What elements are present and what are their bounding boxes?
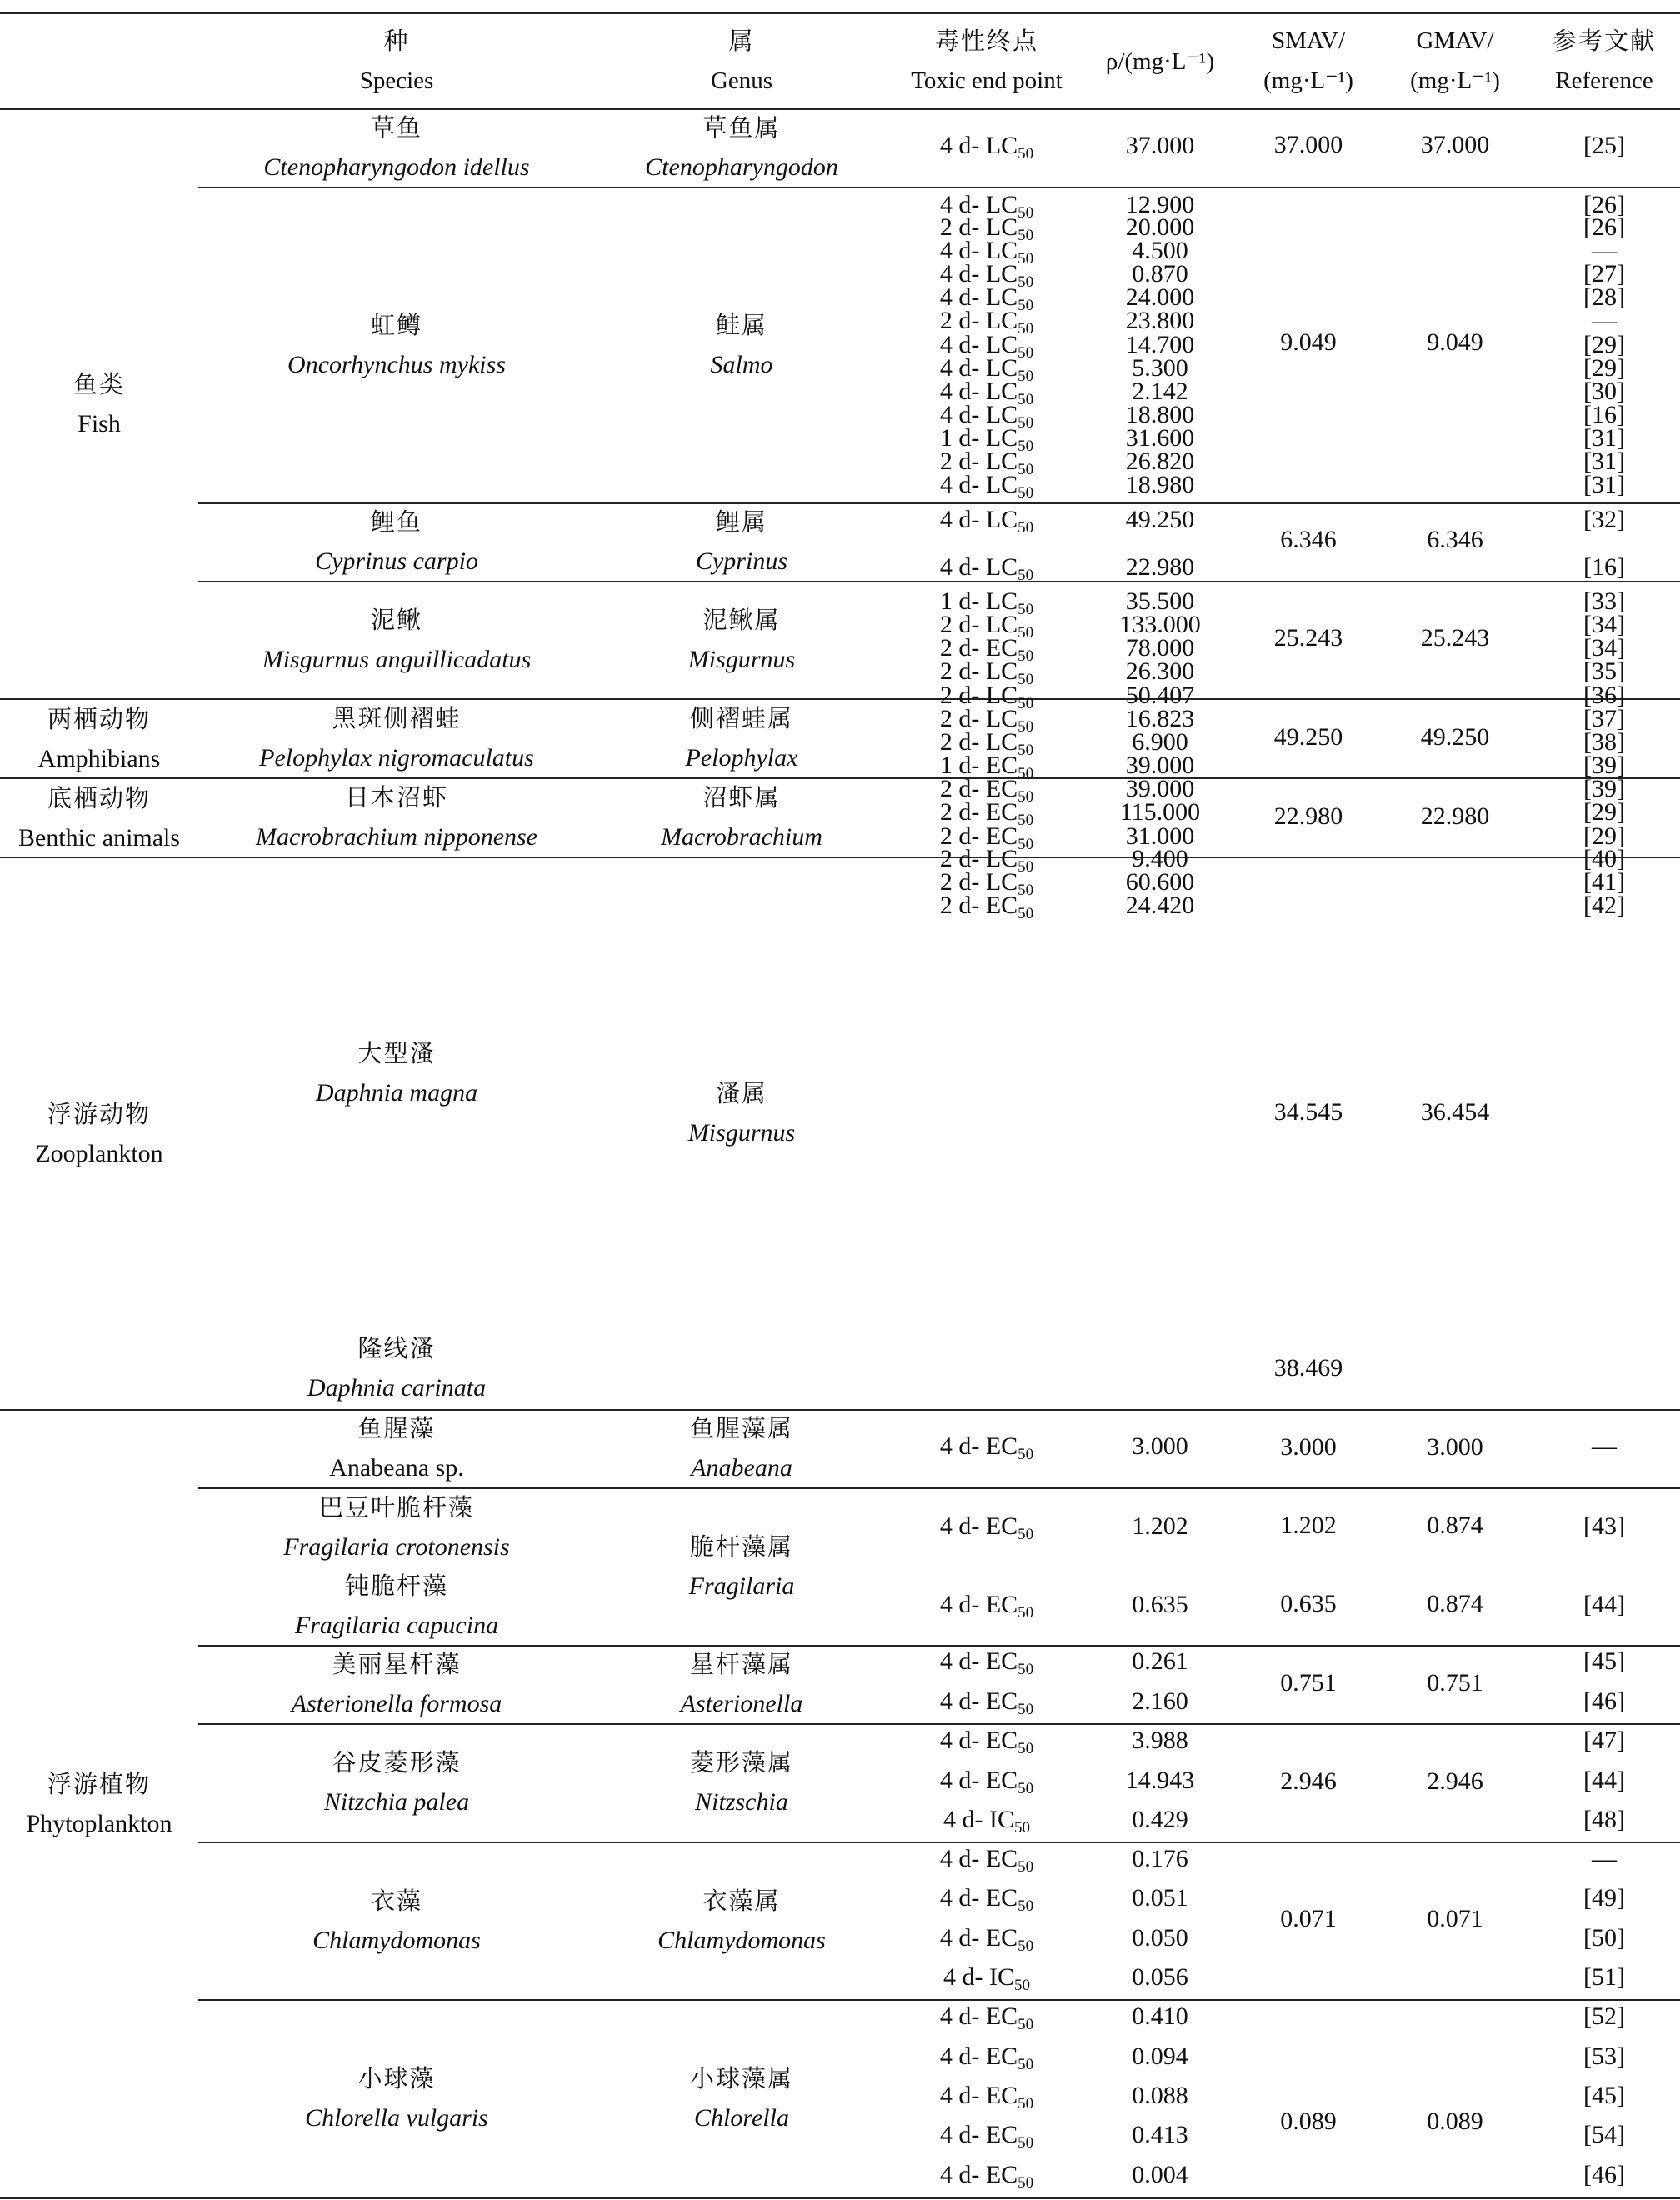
species-cn: 大型溞 bbox=[358, 1039, 436, 1068]
header-rho-label: ρ/(mg·L⁻¹) bbox=[1105, 48, 1215, 75]
reference-cell: [31] bbox=[1583, 424, 1625, 452]
endpoint-cell: 1 d- $EC_{50}$ bbox=[939, 752, 1034, 782]
smav-value: 0.635 bbox=[1280, 1590, 1337, 1618]
header-species-cn: 种 bbox=[383, 27, 410, 55]
species-cell bbox=[198, 1409, 595, 1488]
endpoint-cell: 4 d- $EC_{50}$ bbox=[939, 1767, 1034, 1798]
reference-cell: [28] bbox=[1583, 283, 1625, 311]
endpoint-cell: 4 d- $EC_{50}$ bbox=[939, 2002, 1034, 2033]
endpoint-cell: 1 d- $LC_{50}$ bbox=[939, 424, 1034, 455]
concentration-cell: 24.420 bbox=[1125, 892, 1195, 919]
genus-cell bbox=[595, 1073, 888, 1153]
genus-cell bbox=[595, 1999, 888, 2197]
genus-cn: 鲤属 bbox=[715, 508, 768, 536]
header-reference bbox=[1528, 15, 1680, 107]
genus-cn: 侧褶蛙属 bbox=[689, 703, 793, 732]
concentration-cell: 39.000 bbox=[1125, 752, 1195, 779]
genus-en: Misgurnus bbox=[688, 1119, 796, 1147]
reference-cell: [36] bbox=[1583, 682, 1625, 709]
endpoint-cell: 4 d- $LC_{50}$ bbox=[939, 191, 1034, 222]
genus-en: Asterionella bbox=[680, 1690, 803, 1718]
concentration-cell: 20.000 bbox=[1125, 213, 1195, 241]
header-species-en: Species bbox=[359, 68, 434, 94]
reference-cell: — bbox=[1592, 1432, 1617, 1460]
endpoint-cell: 4 d- $EC_{50}$ bbox=[939, 1648, 1034, 1678]
species-en: Fragilaria capucina bbox=[294, 1612, 499, 1639]
concentration-cell: 26.300 bbox=[1125, 658, 1195, 685]
species-en: Macrobrachium nipponense bbox=[256, 822, 538, 851]
endpoint-cell: 4 d- $EC_{50}$ bbox=[939, 2161, 1034, 2192]
gmav-value: 22.980 bbox=[1420, 802, 1490, 830]
reference-cell: [46] bbox=[1583, 2161, 1625, 2188]
concentration-cell: 12.900 bbox=[1125, 191, 1195, 218]
species-en: Daphnia carinata bbox=[307, 1374, 487, 1402]
group-cn: 浮游动物 bbox=[47, 1099, 151, 1128]
concentration-cell: 24.000 bbox=[1125, 283, 1195, 311]
concentration-cell: 39.000 bbox=[1125, 775, 1195, 802]
group-fish bbox=[0, 110, 198, 698]
concentration-cell: 1.202 bbox=[1132, 1512, 1188, 1540]
bottom-rule bbox=[0, 2197, 1680, 2199]
concentration-cell: 5.300 bbox=[1132, 354, 1188, 382]
gmav-value: 37.000 bbox=[1420, 131, 1490, 158]
reference-cell: [49] bbox=[1583, 1884, 1625, 1912]
concentration-cell: 14.943 bbox=[1125, 1767, 1195, 1794]
concentration-cell: 0.088 bbox=[1132, 2082, 1188, 2109]
reference-cell: [27] bbox=[1583, 260, 1625, 288]
species-cn: 黑斑侧褶蛙 bbox=[332, 703, 462, 732]
reference-cell: [37] bbox=[1583, 705, 1625, 732]
endpoint-cell: 2 d- $EC_{50}$ bbox=[939, 634, 1034, 665]
smav-value: 0.071 bbox=[1280, 1905, 1337, 1932]
gmav-value: 36.454 bbox=[1420, 1098, 1490, 1126]
top-rule bbox=[0, 12, 1680, 14]
gmav-value: 0.874 bbox=[1427, 1512, 1483, 1539]
concentration-cell: 26.820 bbox=[1125, 448, 1195, 475]
endpoint-cell: 4 d- $IC_{50}$ bbox=[943, 1963, 1030, 1994]
header-endpoint-en: Toxic end point bbox=[911, 68, 1062, 94]
group-cn: 两栖动物 bbox=[47, 704, 151, 733]
header-smav bbox=[1235, 15, 1382, 107]
species-en: Chlorella vulgaris bbox=[305, 2103, 488, 2132]
endpoint-cell: 4 d- $LC_{50}$ bbox=[939, 354, 1034, 385]
group-en: Amphibians bbox=[38, 744, 161, 772]
endpoint-cell: 2 d- $LC_{50}$ bbox=[939, 868, 1034, 899]
species-en: Fragilaria crotonensis bbox=[283, 1532, 510, 1561]
genus-cn: 衣藻属 bbox=[702, 1886, 781, 1915]
species-cell bbox=[198, 778, 595, 857]
concentration-cell: 18.980 bbox=[1125, 471, 1195, 498]
endpoint-cell: 4 d- $EC_{50}$ bbox=[939, 1432, 1034, 1463]
endpoint-cell: 4 d- $LC_{50}$ bbox=[939, 553, 1034, 584]
gmav-value: 0.751 bbox=[1427, 1669, 1483, 1697]
genus-cn: 溞属 bbox=[715, 1079, 768, 1108]
header-endpoint-cn: 毒性终点 bbox=[934, 27, 1038, 55]
species-cell bbox=[198, 502, 595, 581]
species-en: Chlamydomonas bbox=[312, 1926, 481, 1954]
endpoint-cell: 4 d- $EC_{50}$ bbox=[939, 1512, 1034, 1543]
header-gmav-l1: GMAV/ bbox=[1416, 28, 1494, 54]
genus-en: Anabeana bbox=[691, 1454, 792, 1482]
group-cn: 浮游植物 bbox=[47, 1769, 151, 1798]
smav-value: 22.980 bbox=[1273, 802, 1343, 830]
header-genus bbox=[595, 15, 888, 107]
concentration-cell: 0.051 bbox=[1132, 1884, 1188, 1912]
genus-en: Misgurnus bbox=[688, 645, 796, 673]
concentration-cell: 31.600 bbox=[1125, 424, 1195, 452]
genus-cn: 脆杆藻属 bbox=[689, 1532, 793, 1561]
genus-cn: 泥鳅属 bbox=[702, 605, 781, 634]
species-cn: 巴豆叶脆杆藻 bbox=[318, 1492, 474, 1522]
genus-en: Chlorella bbox=[694, 2103, 789, 2132]
endpoint-cell: 2 d- $LC_{50}$ bbox=[939, 845, 1034, 876]
reference-cell: [31] bbox=[1583, 471, 1625, 498]
endpoint-cell: 4 d- $EC_{50}$ bbox=[939, 1591, 1034, 1622]
species-cell bbox=[198, 1488, 595, 1567]
endpoint-cell: 4 d- $IC_{50}$ bbox=[943, 1806, 1030, 1837]
concentration-cell: 0.176 bbox=[1132, 1845, 1188, 1872]
group-zooplankton bbox=[0, 858, 198, 1409]
concentration-cell: 49.250 bbox=[1125, 506, 1195, 533]
endpoint-cell: 4 d- $EC_{50}$ bbox=[939, 1884, 1034, 1915]
concentration-cell: 35.500 bbox=[1125, 588, 1195, 615]
species-cell bbox=[198, 1328, 595, 1408]
endpoint-cell: 2 d- $LC_{50}$ bbox=[939, 611, 1034, 642]
genus-en: Nitzschia bbox=[695, 1788, 788, 1816]
concentration-cell: 0.261 bbox=[1132, 1648, 1188, 1675]
reference-cell: [51] bbox=[1583, 1963, 1625, 1991]
endpoint-cell: 1 d- $LC_{50}$ bbox=[939, 588, 1034, 618]
reference-cell: [41] bbox=[1583, 868, 1625, 896]
reference-cell: [34] bbox=[1583, 634, 1625, 662]
endpoint-cell: 2 d- $EC_{50}$ bbox=[939, 892, 1034, 922]
reference-cell: [16] bbox=[1583, 401, 1625, 428]
reference-cell: [26] bbox=[1583, 191, 1625, 218]
species-cn: 谷皮菱形藻 bbox=[332, 1748, 462, 1777]
reference-cell: [29] bbox=[1583, 331, 1625, 358]
concentration-cell: 2.160 bbox=[1132, 1688, 1188, 1715]
reference-cell: [45] bbox=[1583, 2082, 1625, 2109]
species-cell bbox=[198, 1723, 595, 1842]
reference-cell: [39] bbox=[1583, 752, 1625, 779]
species-cell bbox=[198, 187, 595, 502]
header-species bbox=[198, 15, 595, 107]
genus-cell bbox=[595, 1723, 888, 1842]
endpoint-cell: 4 d- $LC_{50}$ bbox=[939, 471, 1034, 502]
concentration-cell: 60.600 bbox=[1125, 868, 1195, 896]
species-en: Anabeana sp. bbox=[329, 1454, 464, 1482]
reference-cell: [53] bbox=[1583, 2042, 1625, 2070]
gmav-value: 49.250 bbox=[1420, 723, 1490, 751]
header-genus-en: Genus bbox=[710, 68, 773, 94]
concentration-cell: 0.410 bbox=[1132, 2002, 1188, 2030]
species-en: Misgurnus anguillicadatus bbox=[262, 645, 532, 673]
genus-cell bbox=[595, 108, 888, 187]
species-cell bbox=[198, 1842, 595, 1999]
reference-cell: [43] bbox=[1583, 1512, 1625, 1540]
endpoint-cell: 4 d- $LC_{50}$ bbox=[939, 401, 1034, 432]
endpoint-cell: 4 d- $LC_{50}$ bbox=[939, 260, 1034, 291]
reference-cell: [48] bbox=[1583, 1806, 1625, 1833]
endpoint-cell: 4 d- $LC_{50}$ bbox=[939, 378, 1034, 408]
concentration-cell: 0.413 bbox=[1132, 2121, 1188, 2148]
species-cell bbox=[198, 1645, 595, 1723]
gmav-value: 0.874 bbox=[1427, 1590, 1483, 1618]
reference-cell: [46] bbox=[1583, 1688, 1625, 1715]
reference-cell: — bbox=[1592, 1845, 1617, 1872]
group-amphibians bbox=[0, 700, 198, 778]
genus-en: Cyprinus bbox=[695, 548, 788, 575]
concentration-cell: 0.004 bbox=[1132, 2161, 1188, 2188]
genus-cell bbox=[595, 1409, 888, 1488]
reference-cell: [32] bbox=[1583, 506, 1625, 533]
endpoint-cell: 4 d- $LC_{50}$ bbox=[939, 237, 1034, 268]
species-cell bbox=[198, 581, 595, 698]
species-en: Asterionella formosa bbox=[291, 1690, 502, 1718]
species-en: Cyprinus carpio bbox=[315, 548, 478, 575]
group-cn: 底栖动物 bbox=[47, 783, 151, 812]
genus-en: Fragilaria bbox=[688, 1572, 795, 1600]
concentration-cell: 115.000 bbox=[1119, 798, 1201, 826]
header-smav-l2: (mg·L⁻¹) bbox=[1263, 68, 1353, 94]
concentration-cell: 37.000 bbox=[1125, 132, 1195, 159]
concentration-cell: 0.050 bbox=[1132, 1924, 1188, 1952]
endpoint-cell: 4 d- $EC_{50}$ bbox=[939, 1845, 1034, 1876]
endpoint-cell: 4 d- $LC_{50}$ bbox=[939, 506, 1034, 537]
concentration-cell: 4.500 bbox=[1132, 237, 1188, 264]
species-cell bbox=[198, 698, 595, 778]
species-cell bbox=[198, 1999, 595, 2197]
genus-en: Chlamydomonas bbox=[658, 1926, 826, 1954]
genus-cell bbox=[595, 698, 888, 778]
reference-cell: [25] bbox=[1583, 132, 1625, 159]
concentration-cell: 31.000 bbox=[1125, 822, 1195, 850]
smav-value: 0.089 bbox=[1280, 2108, 1337, 2135]
species-en: Pelophylax nigromaculatus bbox=[259, 743, 534, 772]
smav-value: 1.202 bbox=[1280, 1512, 1337, 1539]
genus-cn: 沼虾属 bbox=[702, 782, 781, 812]
species-cn: 衣藻 bbox=[370, 1886, 422, 1915]
genus-cn: 小球藻属 bbox=[689, 2063, 793, 2092]
reference-cell: [29] bbox=[1583, 822, 1625, 850]
genus-cell bbox=[595, 1842, 888, 1999]
smav-value: 2.946 bbox=[1280, 1768, 1337, 1795]
species-en: Nitzchia palea bbox=[323, 1788, 470, 1816]
genus-en: Macrobrachium bbox=[661, 822, 822, 851]
group-benthic bbox=[0, 779, 198, 857]
header-endpoint bbox=[888, 15, 1085, 107]
smav-value: 34.545 bbox=[1273, 1098, 1343, 1126]
species-cn: 小球藻 bbox=[358, 2063, 436, 2092]
reference-cell: [52] bbox=[1583, 2002, 1625, 2030]
group-en: Fish bbox=[78, 410, 121, 438]
concentration-cell: 18.800 bbox=[1125, 401, 1195, 428]
concentration-cell: 16.823 bbox=[1125, 705, 1195, 732]
species-en: Daphnia magna bbox=[315, 1079, 478, 1107]
species-cn: 草鱼 bbox=[370, 113, 422, 142]
species-cn: 隆线溞 bbox=[358, 1334, 436, 1362]
smav-value: 6.346 bbox=[1280, 526, 1337, 553]
endpoint-cell: 2 d- $LC_{50}$ bbox=[939, 307, 1034, 338]
reference-cell: [44] bbox=[1583, 1767, 1625, 1794]
species-cell bbox=[198, 1567, 595, 1645]
reference-cell: [38] bbox=[1583, 728, 1625, 756]
genus-cn: 鲑属 bbox=[715, 310, 768, 339]
group-en: Benthic animals bbox=[18, 823, 181, 852]
concentration-cell: 9.400 bbox=[1132, 845, 1188, 872]
header-reference-en: Reference bbox=[1555, 68, 1653, 94]
group-en: Zooplankton bbox=[35, 1139, 163, 1168]
group-phytoplankton bbox=[0, 1411, 198, 2197]
smav-value: 9.049 bbox=[1280, 328, 1337, 356]
endpoint-cell: 2 d- $EC_{50}$ bbox=[939, 798, 1034, 829]
endpoint-cell: 4 d- $LC_{50}$ bbox=[939, 132, 1034, 162]
endpoint-cell: 4 d- $LC_{50}$ bbox=[939, 331, 1034, 362]
concentration-cell: 0.429 bbox=[1132, 1806, 1188, 1833]
endpoint-cell: 4 d- $LC_{50}$ bbox=[939, 283, 1034, 314]
species-cn: 美丽星杆藻 bbox=[332, 1650, 462, 1678]
endpoint-cell: 2 d- $EC_{50}$ bbox=[939, 822, 1034, 853]
species-cn: 泥鳅 bbox=[370, 605, 422, 634]
header-genus-cn: 属 bbox=[728, 27, 755, 55]
smav-value: 3.000 bbox=[1280, 1433, 1337, 1461]
endpoint-cell: 4 d- $EC_{50}$ bbox=[939, 2042, 1034, 2073]
reference-cell: [26] bbox=[1583, 213, 1625, 241]
genus-cell bbox=[595, 1488, 888, 1645]
endpoint-cell: 2 d- $LC_{50}$ bbox=[939, 705, 1034, 736]
endpoint-cell: 4 d- $EC_{50}$ bbox=[939, 1727, 1034, 1758]
smav-value: 49.250 bbox=[1273, 723, 1343, 751]
concentration-cell: 0.870 bbox=[1132, 260, 1188, 288]
gmav-value: 0.071 bbox=[1427, 1905, 1483, 1932]
concentration-cell: 50.407 bbox=[1125, 682, 1195, 709]
header-gmav-l2: (mg·L⁻¹) bbox=[1410, 68, 1500, 94]
endpoint-cell: 2 d- $LC_{50}$ bbox=[939, 448, 1034, 478]
header-gmav bbox=[1382, 15, 1528, 107]
reference-cell: — bbox=[1592, 307, 1617, 334]
genus-cn: 菱形藻属 bbox=[689, 1748, 793, 1777]
endpoint-cell: 2 d- $LC_{50}$ bbox=[939, 728, 1034, 759]
genus-cn: 鱼腥藻属 bbox=[689, 1414, 793, 1442]
concentration-cell: 6.900 bbox=[1132, 728, 1188, 756]
gmav-value: 0.089 bbox=[1427, 2108, 1483, 2135]
concentration-cell: 2.142 bbox=[1132, 378, 1188, 405]
endpoint-cell: 4 d- $EC_{50}$ bbox=[939, 2121, 1034, 2152]
header-smav-l1: SMAV/ bbox=[1271, 28, 1346, 54]
reference-cell: [45] bbox=[1583, 1648, 1625, 1675]
endpoint-cell: 2 d- $LC_{50}$ bbox=[939, 682, 1034, 712]
endpoint-cell: 2 d- $EC_{50}$ bbox=[939, 775, 1034, 806]
species-cn: 鲤鱼 bbox=[370, 508, 422, 536]
genus-cell bbox=[595, 778, 888, 857]
reference-cell: [34] bbox=[1583, 611, 1625, 638]
species-cn: 鱼腥藻 bbox=[358, 1414, 436, 1442]
reference-cell: [47] bbox=[1583, 1727, 1625, 1754]
species-cn: 日本沼虾 bbox=[344, 782, 448, 812]
concentration-cell: 14.700 bbox=[1125, 331, 1195, 358]
reference-cell: [54] bbox=[1583, 2121, 1625, 2148]
reference-cell: [39] bbox=[1583, 775, 1625, 802]
concentration-cell: 133.000 bbox=[1119, 611, 1201, 638]
species-en: Ctenopharyngodon idellus bbox=[263, 153, 530, 181]
endpoint-cell: 2 d- $LC_{50}$ bbox=[939, 658, 1034, 688]
gmav-value: 6.346 bbox=[1427, 526, 1483, 553]
concentration-cell: 3.988 bbox=[1132, 1727, 1188, 1754]
reference-cell: [16] bbox=[1583, 553, 1625, 581]
concentration-cell: 0.635 bbox=[1132, 1591, 1188, 1618]
group-cn: 鱼类 bbox=[72, 370, 125, 398]
header-reference-cn: 参考文献 bbox=[1552, 27, 1656, 55]
header-rho bbox=[1085, 28, 1235, 95]
reference-cell: [29] bbox=[1583, 354, 1625, 382]
group-en: Phytoplankton bbox=[26, 1809, 172, 1838]
gmav-value: 25.243 bbox=[1420, 624, 1490, 652]
genus-cn: 草鱼属 bbox=[702, 113, 781, 142]
species-cell bbox=[198, 108, 595, 187]
reference-cell: [42] bbox=[1583, 892, 1625, 919]
gmav-value: 9.049 bbox=[1427, 328, 1483, 356]
species-cn: 钝脆杆藻 bbox=[344, 1572, 448, 1600]
genus-en: Pelophylax bbox=[685, 743, 798, 772]
reference-cell: [40] bbox=[1583, 845, 1625, 872]
reference-cell: [50] bbox=[1583, 1924, 1625, 1952]
reference-cell: — bbox=[1592, 237, 1617, 264]
genus-cn: 星杆藻属 bbox=[689, 1650, 793, 1678]
concentration-cell: 22.980 bbox=[1125, 553, 1195, 581]
species-cell bbox=[198, 1033, 595, 1113]
concentration-cell: 0.056 bbox=[1132, 1963, 1188, 1991]
smav-value: 0.751 bbox=[1280, 1669, 1337, 1697]
genus-en: Ctenopharyngodon bbox=[645, 153, 838, 181]
group-rule bbox=[0, 857, 1680, 858]
genus-cell bbox=[595, 1645, 888, 1723]
genus-cell bbox=[595, 187, 888, 502]
reference-cell: [33] bbox=[1583, 588, 1625, 615]
reference-cell: [44] bbox=[1583, 1591, 1625, 1618]
smav-value: 38.469 bbox=[1273, 1354, 1343, 1382]
concentration-cell: 23.800 bbox=[1125, 307, 1195, 334]
concentration-cell: 3.000 bbox=[1132, 1432, 1188, 1460]
species-cn: 虹鳟 bbox=[370, 310, 422, 339]
endpoint-cell: 2 d- $LC_{50}$ bbox=[939, 213, 1034, 244]
genus-cell bbox=[595, 502, 888, 581]
reference-cell: [35] bbox=[1583, 658, 1625, 685]
concentration-cell: 0.094 bbox=[1132, 2042, 1188, 2070]
genus-cell bbox=[595, 581, 888, 698]
species-en: Oncorhynchus mykiss bbox=[288, 350, 506, 378]
smav-value: 37.000 bbox=[1273, 131, 1343, 158]
gmav-value: 3.000 bbox=[1427, 1433, 1483, 1461]
reference-cell: [29] bbox=[1583, 798, 1625, 826]
endpoint-cell: 4 d- $EC_{50}$ bbox=[939, 1688, 1034, 1718]
endpoint-cell: 4 d- $EC_{50}$ bbox=[939, 2082, 1034, 2112]
gmav-value: 2.946 bbox=[1427, 1768, 1483, 1795]
concentration-cell: 78.000 bbox=[1125, 634, 1195, 662]
reference-cell: [31] bbox=[1583, 448, 1625, 475]
smav-value: 25.243 bbox=[1273, 624, 1343, 652]
endpoint-cell: 4 d- $EC_{50}$ bbox=[939, 1924, 1034, 1955]
reference-cell: [30] bbox=[1583, 378, 1625, 405]
genus-en: Salmo bbox=[710, 350, 773, 378]
